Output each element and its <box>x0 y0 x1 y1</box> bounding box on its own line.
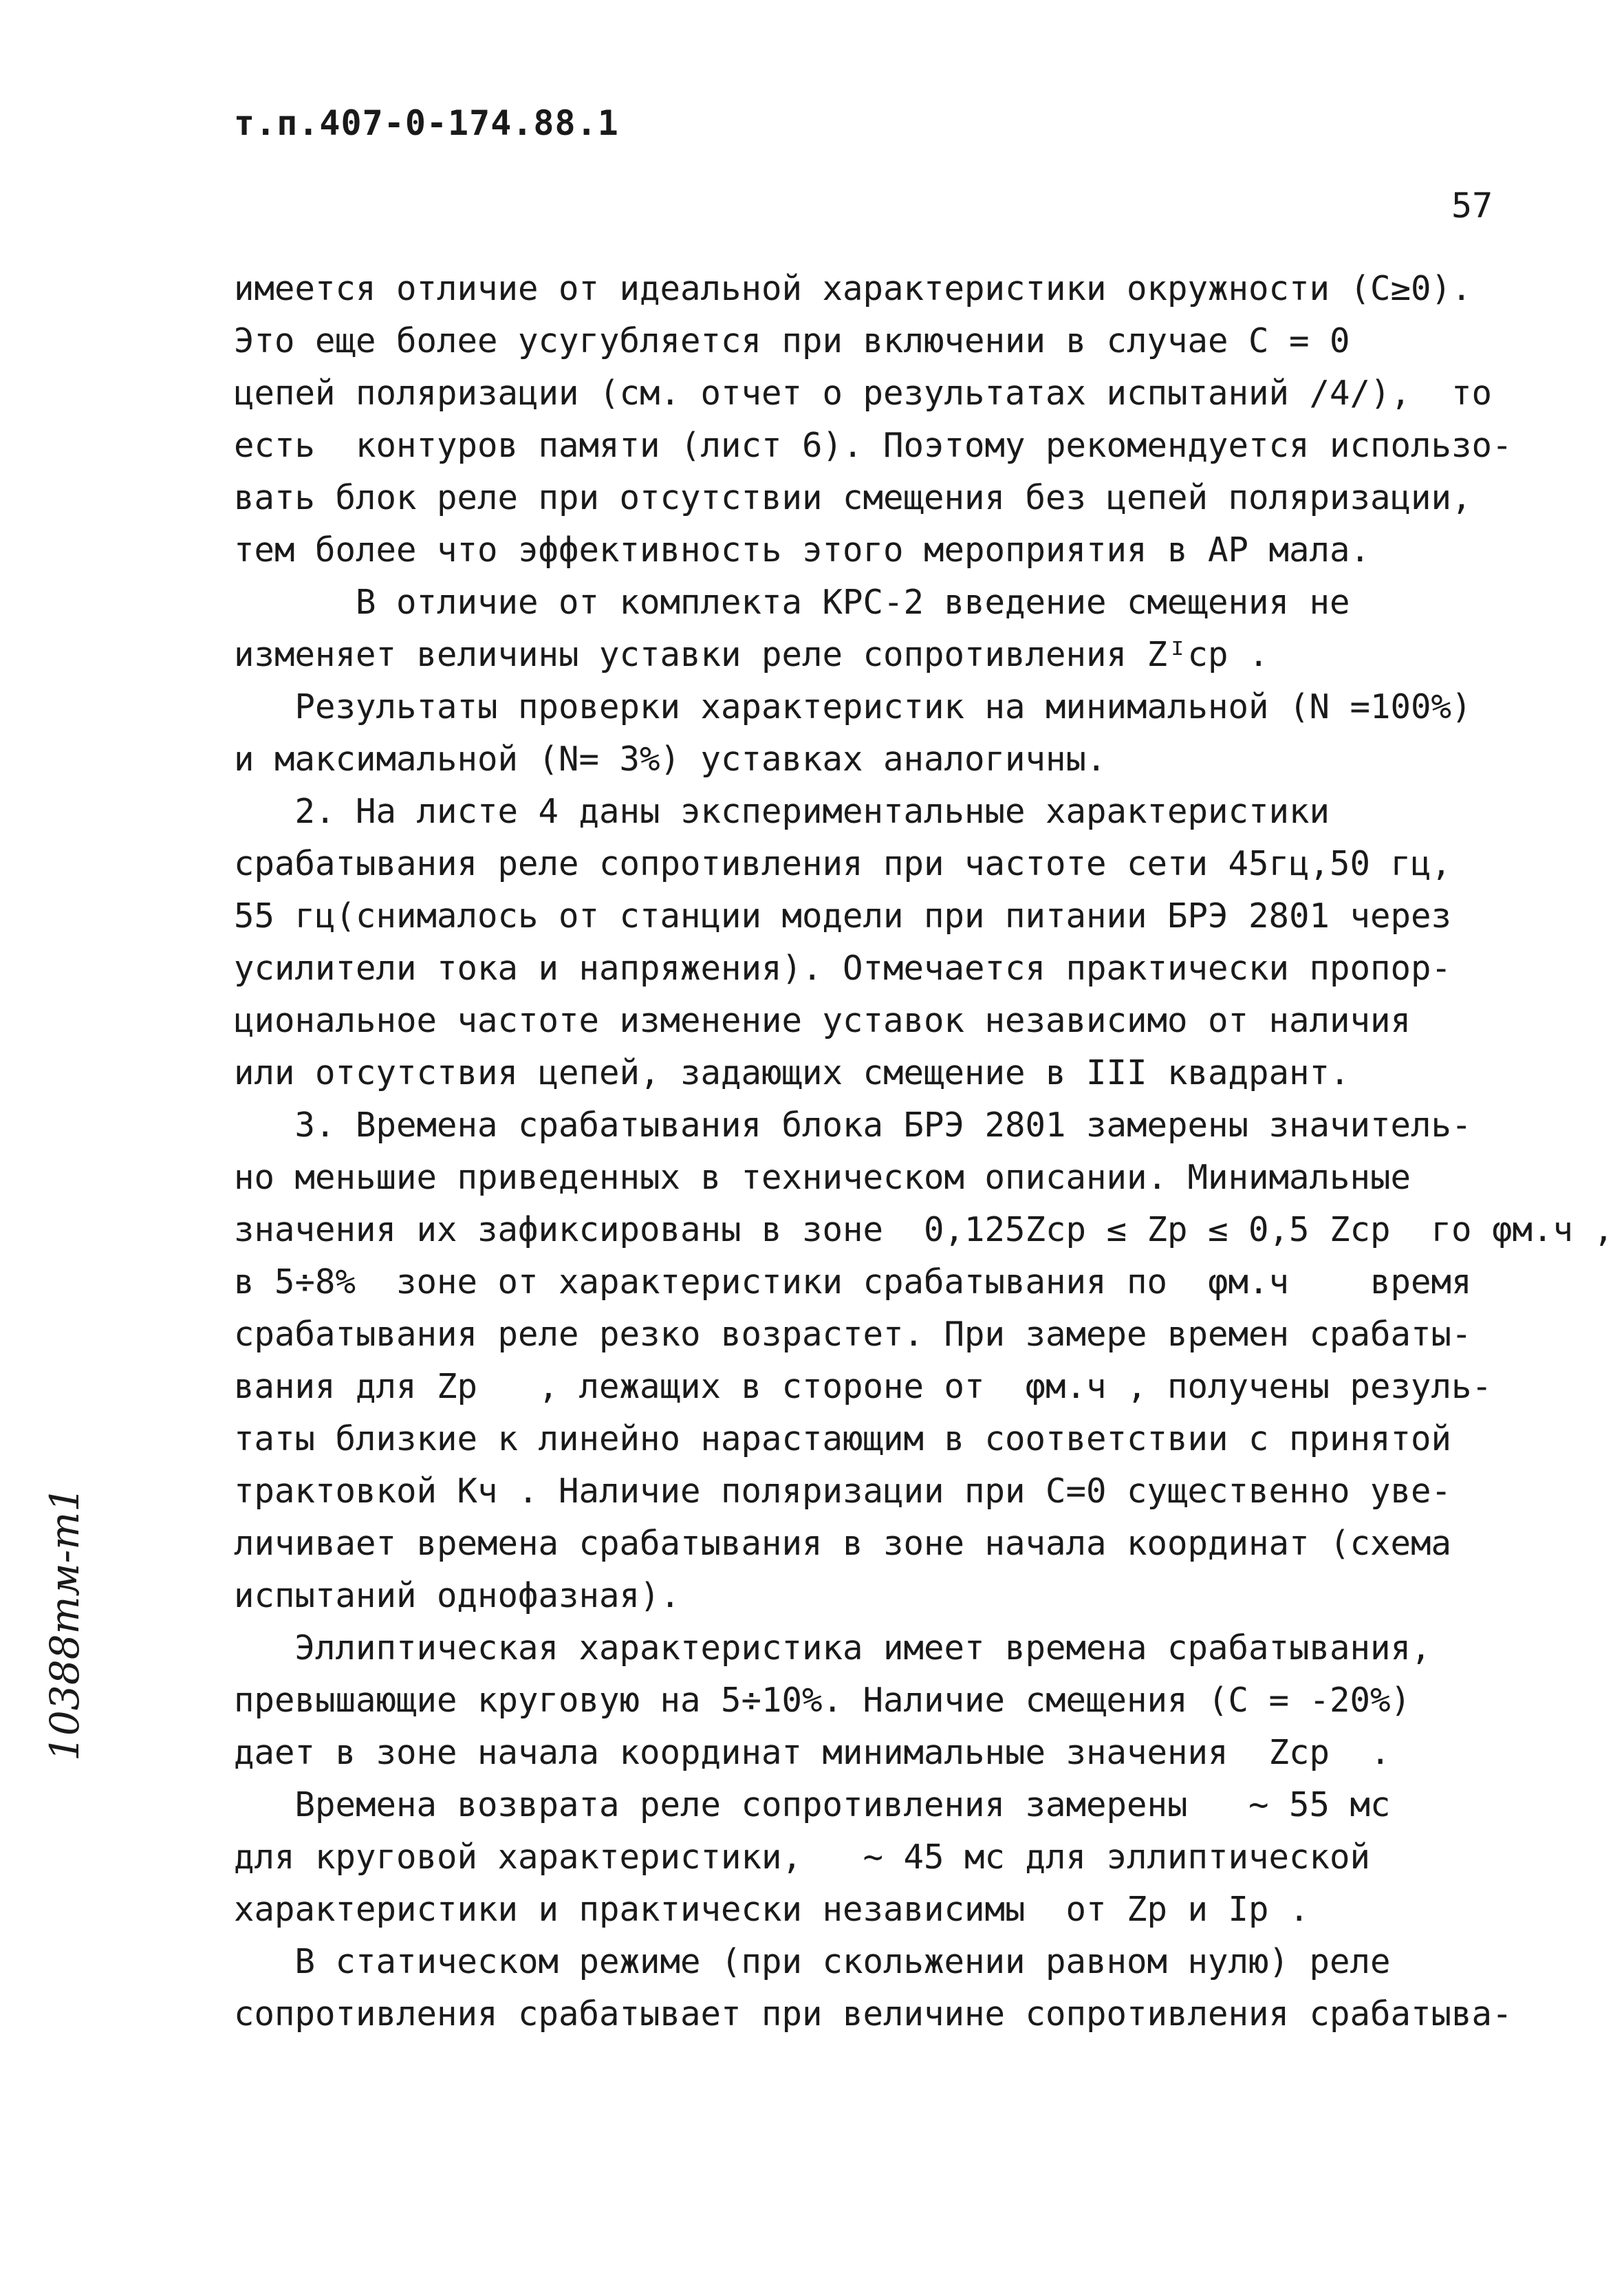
text-line: есть контуров памяти (лист 6). Поэтому рекомендуется использо- <box>234 426 1513 465</box>
text-line: имеется отличие от идеальной характеристики окружности (С≥0). <box>234 269 1472 308</box>
text-line: Это еще более усугубляется при включении в случае С = 0 <box>234 321 1350 360</box>
text-line: дает в зоне начала координат минимальные значения Zср . <box>234 1733 1391 1772</box>
text-line: трактовкой Кч . Наличие поляризации при С=0 существенно уве- <box>234 1471 1452 1511</box>
document-code: т.п.407-0-174.88.1 <box>234 103 619 143</box>
text-line: срабатывания реле резко возрастет. При замере времен срабаты- <box>234 1315 1472 1354</box>
text-line: сопротивления срабатывает при величине сопротивления срабатыва- <box>234 1994 1513 2034</box>
text-line: в 5÷8% зоне от характеристики срабатывания по φм.ч время <box>234 1262 1472 1302</box>
text-line: В статическом режиме (при скольжении равном нулю) реле <box>234 1942 1391 1981</box>
page-number: 57 <box>1451 186 1493 226</box>
text-line: таты близкие к линейно нарастающим в соответствии с принятой <box>234 1419 1452 1458</box>
text-line: тем более что эффективность этого мероприятия в АР мала. <box>234 530 1371 570</box>
text-line: испытаний однофазная). <box>234 1576 681 1615</box>
text-line: 3. Времена срабатывания блока БРЭ 2801 замерены значитель- <box>234 1106 1472 1145</box>
text-line: характеристики и практически независимы от Zр и Iр . <box>234 1890 1310 1929</box>
text-line: Результаты проверки характеристик на минимальной (N =100%) <box>234 687 1472 726</box>
text-line: изменяет величины уставки реле сопротивления Zᴵср . <box>234 635 1269 674</box>
text-line: Времена возврата реле сопротивления замерены ∼ 55 мс <box>234 1785 1391 1824</box>
text-line: усилители тока и напряжения). Отмечается практически пропор- <box>234 949 1452 988</box>
text-line: или отсутствия цепей, задающих смещение в III квадрант. <box>234 1053 1350 1092</box>
text-line: и максимальной (N= 3%) уставках аналогичны. <box>234 740 1107 779</box>
text-line: но меньшие приведенных в техническом описании. Минимальные <box>234 1158 1411 1197</box>
text-line: 2. На листе 4 даны экспериментальные характеристики <box>234 792 1330 831</box>
text-line: цепей поляризации (см. отчет о результатах испытаний /4/), то <box>234 374 1493 413</box>
text-line: циональное частоте изменение уставок независимо от наличия <box>234 1001 1411 1040</box>
text-line: вания для Zр , лежащих в стороне от φм.ч , получены резуль- <box>234 1367 1493 1406</box>
text-line: Эллиптическая характеристика имеет времена срабатывания, <box>234 1628 1431 1668</box>
text-line: значения их зафиксированы в зоне 0,125Zср ≤ Zр ≤ 0,5 Zср го φм.ч , <box>234 1210 1614 1249</box>
text-line: личивает времена срабатывания в зоне начала координат (схема <box>234 1524 1452 1563</box>
text-line: срабатывания реле сопротивления при частоте сети 45гц,50 гц, <box>234 844 1452 883</box>
text-line: В отличие от комплекта КРС-2 введение смещения не <box>234 583 1350 622</box>
text-line: вать блок реле при отсутствии смещения без цепей поляризации, <box>234 478 1472 517</box>
text-line: 55 гц(снималось от станции модели при питании БРЭ 2801 через <box>234 896 1452 936</box>
text-line: для круговой характеристики, ∼ 45 мс для эллиптической <box>234 1837 1371 1877</box>
text-line: превышающие круговую на 5÷10%. Наличие смещения (С = -20%) <box>234 1681 1411 1720</box>
margin-stamp: 10388тм-т1 <box>41 1486 88 1761</box>
